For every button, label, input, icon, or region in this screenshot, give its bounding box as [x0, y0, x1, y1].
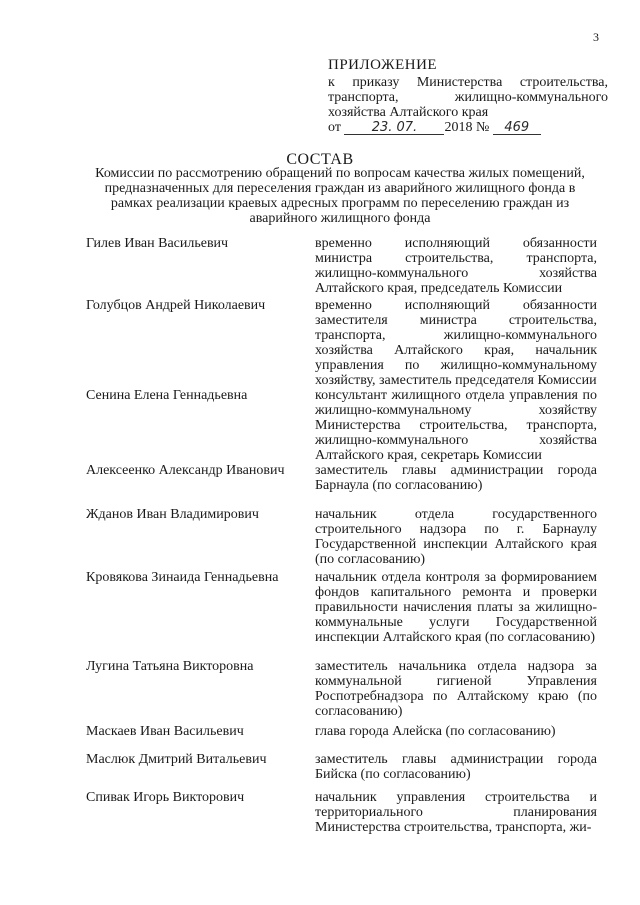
date-handwritten: 23. 07. — [344, 121, 444, 135]
member-name: Маскаев Иван Васильевич — [86, 724, 244, 739]
member-role: консультант жилищного отдела управления по жилищно-коммунальному хозяйству Министерства строительства, транспорта, жилищно-коммунального хозяйства Алтайского края, секретарь Комиссии — [315, 388, 597, 463]
member-role: временно исполняющий обязанности заместителя министра строительства, транспорта, жилищно-коммунального хозяйства Алтайского края, начальник управления по жилищно-коммунальному хозяйству, заместитель председателя Комиссии — [315, 298, 597, 388]
member-role: заместитель главы администрации города Барнаула (по согласованию) — [315, 463, 597, 493]
member-role: начальник отдела контроля за формированием фондов капитального ремонта и проверки правильности начисления платы за жилищно-коммунальные услуги Государственной инспекции Алтайского края (по согласованию) — [315, 570, 597, 645]
member-name: Голубцов Андрей Николаевич — [86, 298, 266, 313]
member-name: Кровякова Зинаида Геннадьевна — [86, 570, 279, 585]
member-name: Алексеенко Александр Иванович — [86, 463, 285, 478]
member-name: Жданов Иван Владимирович — [86, 507, 259, 522]
appendix-block — [328, 58, 608, 135]
page-number: 3 — [593, 30, 599, 44]
appendix-line-1: к приказу Министерства строительства, — [328, 75, 608, 90]
appendix-line-3: хозяйства Алтайского края — [328, 105, 489, 120]
date-year: 2018 — [444, 120, 473, 135]
date-prefix: от — [328, 120, 341, 135]
appendix-line-2: транспорта, жилищно-коммунального — [328, 90, 608, 105]
document-title: СОСТАВ — [286, 151, 354, 168]
member-role: начальник управления строительства и территориального планирования Министерства строительства, транспорта, жи- — [315, 790, 597, 835]
member-role: глава города Алейска (по согласованию) — [315, 724, 556, 739]
document-subtitle: Комиссии по рассмотрению обращений по вопросам качества жилых помещений, предназначенных для переселения граждан из аварийного жилищного фонда в рамках реализации краевых адресных программ по переселению граждан из аварийного жилищного фонда — [95, 166, 585, 226]
member-role: заместитель главы администрации города Бийска (по согласованию) — [315, 752, 597, 782]
member-role: заместитель начальника отдела надзора за коммунальной гигиеной Управления Роспотребнадзора по Алтайскому краю (по согласованию) — [315, 659, 597, 719]
member-role: временно исполняющий обязанности министра строительства, транспорта, жилищно-коммунального хозяйства Алтайского края, председатель Комиссии — [315, 236, 597, 296]
member-name: Сенина Елена Геннадьевна — [86, 388, 248, 403]
appendix-heading: ПРИЛОЖЕНИЕ — [328, 57, 438, 73]
member-name: Спивак Игорь Викторович — [86, 790, 245, 805]
member-name: Лугина Татьяна Викторовна — [86, 659, 254, 674]
member-role: начальник отдела государственного строительного надзора по г. Барнаулу Государственной инспекции Алтайского края (по согласованию) — [315, 507, 597, 567]
appendix-date-line — [328, 120, 608, 135]
number-handwritten: 469 — [493, 121, 541, 135]
member-name: Маслюк Дмитрий Витальевич — [86, 752, 267, 767]
member-name: Гилев Иван Васильевич — [86, 236, 229, 251]
number-sign: № — [475, 120, 490, 135]
